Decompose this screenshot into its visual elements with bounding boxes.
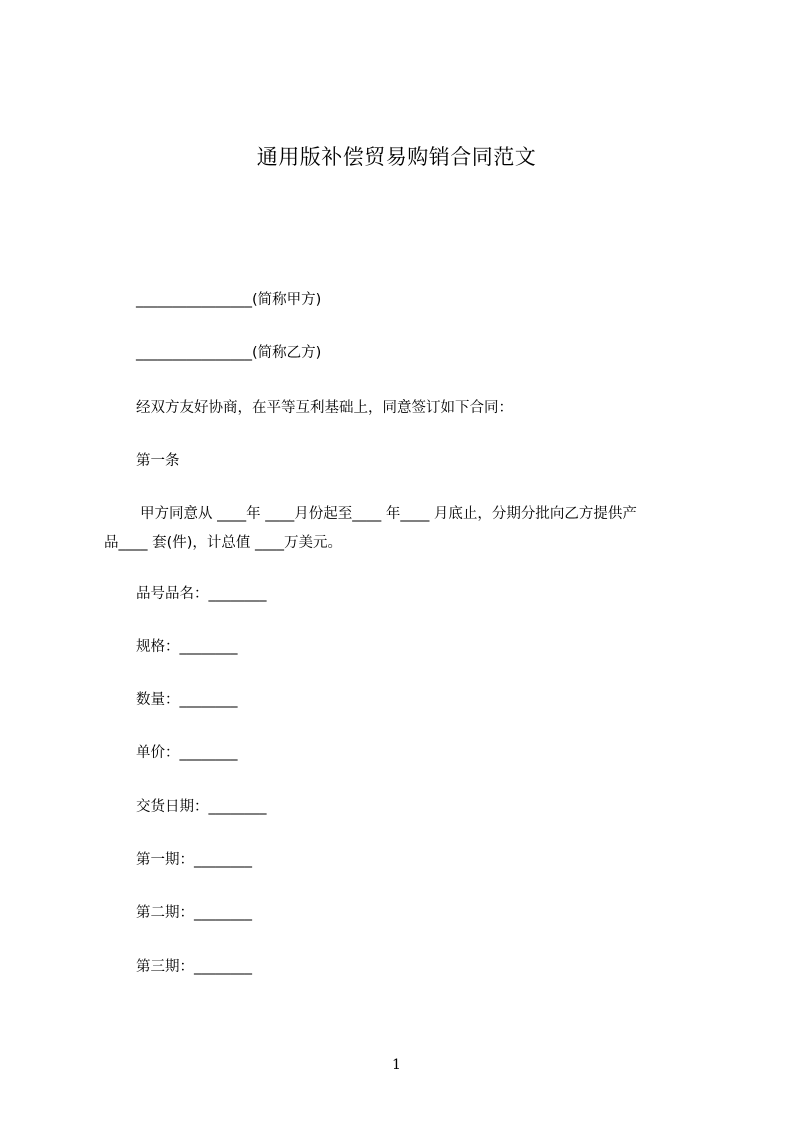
phase-3-field: 第三期：________: [136, 959, 252, 975]
document-title: 通用版补偿贸易购销合同范文: [256, 145, 537, 169]
page-number: 1: [392, 1057, 401, 1073]
phase-2-field: 第二期：________: [136, 905, 252, 921]
article-1-heading: 第一条: [136, 453, 180, 469]
article-1-paragraph: [104, 500, 716, 558]
party-a-line: ________________(简称甲方): [136, 292, 322, 308]
delivery-date-field: 交货日期：________: [136, 799, 267, 815]
phase-1-field: 第一期：________: [136, 852, 252, 868]
article-1-line-2: 品____ 套(件)，计总值 ____万美元。: [104, 535, 343, 551]
product-name-field: 品号品名：________: [136, 586, 267, 602]
party-b-line: ________________(简称乙方): [136, 345, 322, 361]
article-1-line-1: 甲方同意从 ____年 ____月份起至____ 年____ 月底止，分期分批向乙方提供产: [140, 506, 637, 522]
unit-price-field: 单价：________: [136, 745, 238, 761]
spec-field: 规格：________: [136, 639, 238, 655]
quantity-field: 数量：________: [136, 692, 238, 708]
intro-paragraph: 经双方友好协商，在平等互利基础上，同意签订如下合同：: [136, 400, 513, 416]
